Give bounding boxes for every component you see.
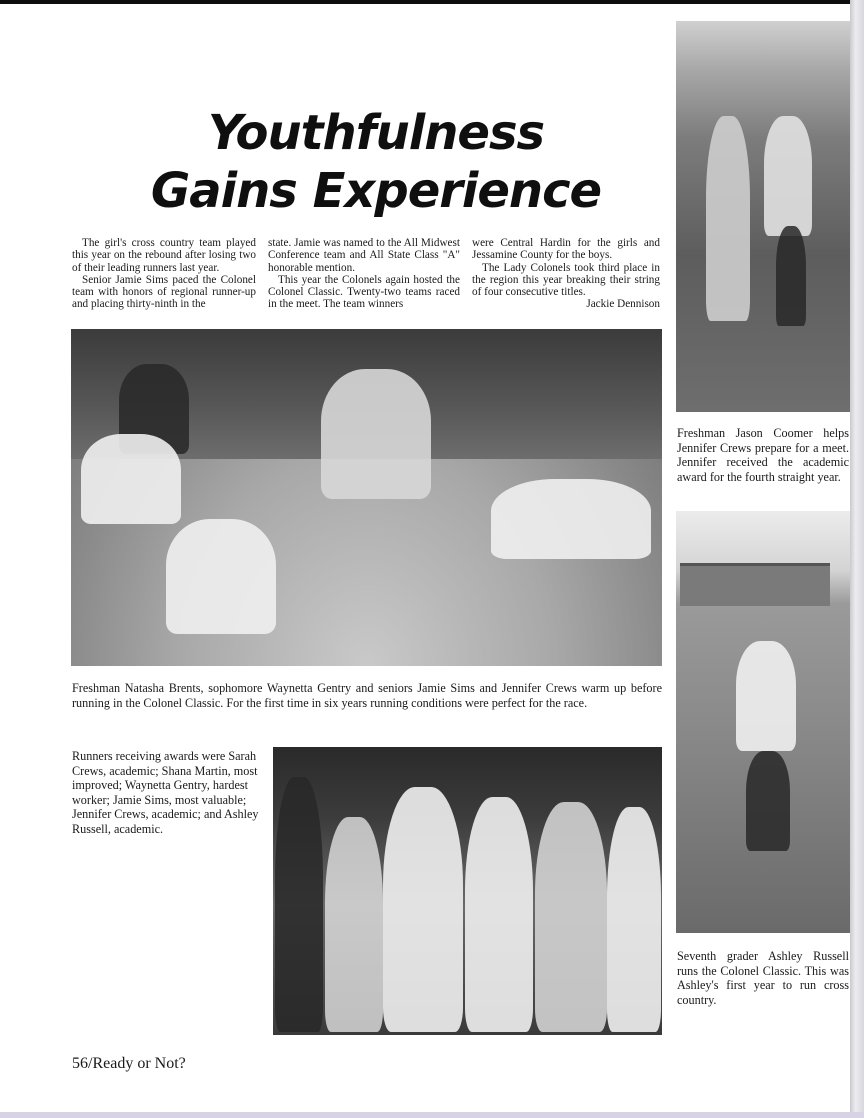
headline <box>96 104 656 220</box>
figure-silhouette <box>776 226 806 326</box>
page-folio: 56/Ready or Not? <box>72 1055 186 1072</box>
caption-main: Freshman Natasha Brents, sophomore Waynetta Gentry and seniors Jamie Sims and Jennifer Crews warm up before running in the Colonel Classic. For the first time in six years running conditions were perfect for the race. <box>72 681 662 710</box>
story-paragraph: The girl's cross country team played this year on the rebound after losing two of their leading runners last year. <box>72 237 256 274</box>
figure-silhouette <box>607 807 661 1032</box>
bus-shape <box>680 563 830 606</box>
figure-silhouette <box>706 116 750 321</box>
figure-silhouette <box>746 751 790 851</box>
figure-silhouette <box>325 817 383 1032</box>
photo-runner-on-course <box>676 511 850 933</box>
figure-silhouette <box>275 777 323 1032</box>
photo-award-winners <box>273 747 662 1035</box>
story-paragraph: state. Jamie was named to the All Midwest Conference team and All State Class "A" honorable mention. <box>268 237 460 274</box>
figure-silhouette <box>465 797 533 1032</box>
figure-silhouette <box>764 116 812 236</box>
story-column-1 <box>72 237 256 311</box>
headline-line-2: Gains Experience <box>150 163 602 219</box>
figure-silhouette <box>535 802 607 1032</box>
photo-runner-stretching <box>676 21 850 412</box>
story-paragraph: This year the Colonels again hosted the Colonel Classic. Twenty-two teams raced in the meet. The team winners <box>268 273 460 311</box>
figure-silhouette <box>166 519 276 634</box>
story-column-2 <box>268 237 460 311</box>
figure-silhouette <box>383 787 463 1032</box>
story-paragraph: were Central Hardin for the girls and Jessamine County for the boys. <box>472 237 660 262</box>
page-right-edge <box>850 0 864 1118</box>
photo-stretching-runners <box>71 329 662 666</box>
caption-right-bottom: Seventh grader Ashley Russell runs the Colonel Classic. This was Ashley's first year to run cross country. <box>677 949 849 1007</box>
story-paragraph: The Lady Colonels took third place in the region this year breaking their string of four consecutive titles. <box>472 261 660 299</box>
figure-silhouette <box>491 479 651 559</box>
story-column-3 <box>472 237 660 311</box>
byline: Jackie Dennison <box>586 298 660 311</box>
page-bottom-edge <box>0 1112 864 1118</box>
figure-silhouette <box>81 434 181 524</box>
headline-line-1: Youthfulness <box>207 105 545 161</box>
figure-silhouette <box>736 641 796 751</box>
caption-awards: Runners receiving awards were Sarah Crews, academic; Shana Martin, most improved; Waynetta Gentry, hardest worker; Jamie Sims, most valuable; Jennifer Crews, academic; and Ashley Russell, academic. <box>72 749 259 836</box>
figure-silhouette <box>321 369 431 499</box>
story-paragraph: Senior Jamie Sims paced the Colonel team with honors of regional runner-up and placing thirty-ninth in the <box>72 273 256 311</box>
page-top-edge <box>0 0 864 4</box>
caption-right-top: Freshman Jason Coomer helps Jennifer Crews prepare for a meet. Jennifer received the academic award for the fourth straight year. <box>677 426 849 484</box>
